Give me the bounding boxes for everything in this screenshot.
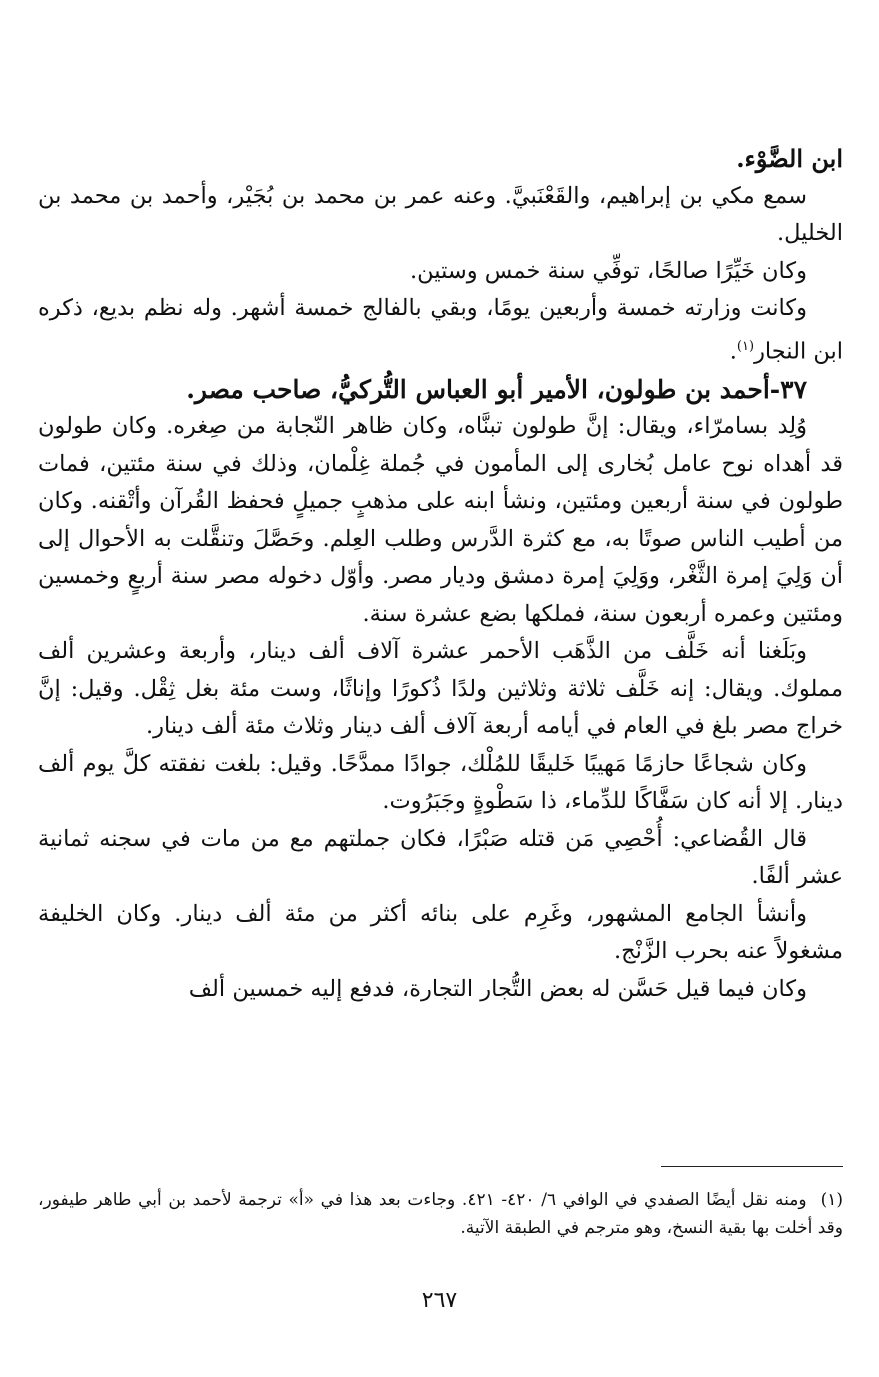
paragraph-with-footnote: وكانت وزارته خمسة وأربعين يومًا، وبقي بالفالج خمسة أشهر. وله نظم بديع، ذكره ابن النجار$^{(١)}$. <box>38 295 843 364</box>
footnote-number: (١) <box>820 1190 844 1210</box>
paragraph: سمع مكي بن إبراهيم، والقَعْنَبيَّ. وعنه عمر بن محمد بن بُجَيْر، وأحمد بن محمد بن الخليل. <box>38 182 843 246</box>
paragraph: وُلِد بسامرّاء، ويقال: إنَّ طولون تبنَّاه، وكان ظاهر النّجابة من صِغره. وكان طولون قد أهداه نوح عامل بُخارى إلى المأمون في جُملة غِلْمان، وذلك في سنة مئتين، فمات طولون في سنة أربعين ومئتين، ونشأ ابنه على مذهبٍ جميلٍ فحفظ القُرآن وأتْقنه. وكان من أطيب الناس صوتًا به، مع كثرة الدَّرس وطلب العِلم. وحَصَّلَ وتنقَّلت به الأحوال إلى أن وَلِيَ إمرة الثَّغْر، ووَلِيَ إمرة دمشق وديار مصر. وأوّل دخوله مصر سنة أربعٍ وخمسين ومئتين وعمره أربعون سنة، فملكها بضع عشرة سنة. <box>38 413 843 627</box>
entry-heading: ٣٧-أحمد بن طولون، الأمير أبو العباس التُّركيُّ، صاحب مصر. <box>186 374 807 404</box>
paragraph: وأنشأ الجامع المشهور، وغَرِم على بنائه أكثر من مئة ألف دينار. وكان الخليفة مشغولاً عنه بحرب الزَّنْج. <box>38 900 843 964</box>
footnote <box>38 1186 843 1242</box>
page-number: ٢٦٧ <box>421 1288 458 1313</box>
paragraph: قال القُضاعي: أُحْصِي مَن قتله صَبْرًا، فكان جملتهم مع من مات في سجنه ثمانية عشر ألفًا. <box>38 825 843 889</box>
paragraph-text: وكانت وزارته خمسة وأربعين يومًا، وبقي بالفالج خمسة أشهر. وله نظم بديع، ذكره ابن النجار <box>38 295 843 364</box>
footnote-separator <box>661 1166 843 1167</box>
paragraph: وكان فيما قيل حَسَّن له بعض التُّجار التجارة، فدفع إليه خمسين ألف <box>188 975 807 1002</box>
main-text <box>38 140 843 1008</box>
footnote-text: ومنه نقل أيضًا الصفدي في الوافي ٦/ ٤٢٠- ٤٢١. وجاءت بعد هذا في «أ» ترجمة لأحمد بن أبي طاهر طيفور، وقد أخلت بها بقية النسخ، وهو مترجم في الطبقة الآتية. <box>38 1190 843 1238</box>
paragraph: وكان شجاعًا حازمًا مَهيبًا خَليقًا للمُلْك، جوادًا ممدَّحًا. وقيل: بلغت نفقته كلَّ يوم ألف دينار. إلا أنه كان سَفَّاكًا للدِّماء، ذا سَطْوةٍ وجَبَرُوت. <box>38 750 843 814</box>
footnote-marker: (١) <box>736 338 755 354</box>
paragraph: وبَلَغنا أنه خَلَّف من الذَّهَب الأحمر عشرة آلاف ألف دينار، وأربعة وعشرين ألف مملوك. ويقال: إنه خَلَّف ثلاثة وثلاثين ولدًا ذُكورًا وإناثًا، وست مئة بغل ثِقْل. وقيل: إنَّ خراج مصر بلغ في العام في أيامه أربعة آلاف ألف دينار وثلاث مئة ألف دينار. <box>38 638 843 739</box>
continued-name-line: ابن الضَّوْء. <box>736 144 843 173</box>
paragraph: وكان خَيِّرًا صالحًا، توفِّي سنة خمس وستين. <box>410 257 807 284</box>
